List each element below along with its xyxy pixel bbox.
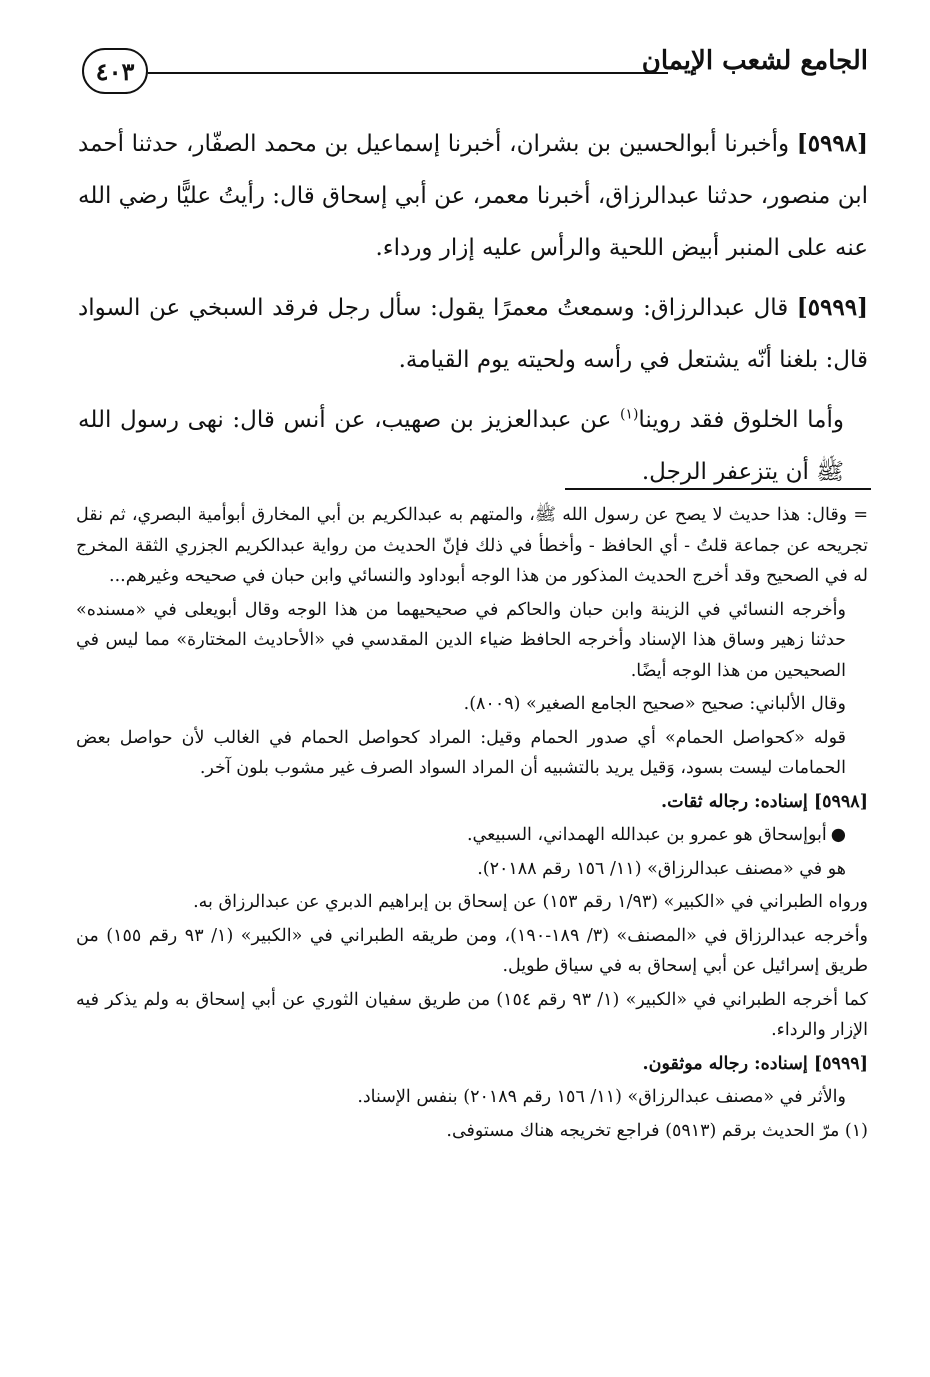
header-rule <box>148 72 668 74</box>
takhrij-line: هو في «مصنف عبدالرزاق» (١١/ ١٥٦ رقم ٢٠١٨٨). <box>477 858 846 879</box>
hadith-number: [٥٩٩٩] <box>796 294 868 321</box>
isnad-5999 <box>76 1049 868 1080</box>
khaluq-paragraph <box>78 394 868 498</box>
paragraph-text: وأما الخلوق فقد روينا <box>638 407 845 433</box>
footnote-line: = وقال: هذا حديث لا يصح عن رسول الله ﷺ، والمتهم به عبدالكريم بن أبي المخارق أبوأمية البصري، ثم نقل تجريحه عن جماعة قلتُ - أي الحافظ - وأخطأ في ذلك فإنّ الحديث من رواية عبدالكريم الجزري الثقة المخرج له في الصحيح وقد أخرج الحديث المذكور من هذا الوجه أبوداود والنسائي وابن حبان في صحيحه وغيرهم... <box>76 505 868 586</box>
bullet-icon: ● <box>830 825 846 845</box>
footnote-1: (١) مرّ الحديث برقم (٥٩١٣) فراجع تخريجه هناك مستوفى. <box>446 1120 868 1141</box>
isnad-text: إسناده: رجاله ثقات. <box>661 791 814 812</box>
footnote-separator <box>565 488 871 490</box>
hadith-5998 <box>78 118 868 274</box>
takhrij-text: أبوإسحاق هو عمرو بن عبدالله الهمداني، السبيعي. <box>466 825 827 845</box>
hadith-text: قال عبدالرزاق: وسمعتُ معمرًا يقول: سأل رجل فرقد السبخي عن السواد قال: بلغنا أنّه يشتعل في رأسه ولحيته يوم القيامة. <box>78 295 868 373</box>
hadith-number: [٥٩٩٨] <box>796 130 868 157</box>
footnote-marker: (١) <box>619 406 639 423</box>
takhrij-line: وأخرجه عبدالرزاق في «المصنف» (٣/ ١٨٩-١٩٠)، ومن طريقه الطبراني في «الكبير» (١/ ٩٣ رقم ١٥٥) من طريق إسرائيل عن أبي إسحاق به في سياق طويل. <box>76 925 869 976</box>
isnad-text: إسناده: رجاله موثقون. <box>642 1053 814 1074</box>
isnad-5998 <box>76 787 868 818</box>
footnote-line: قوله «كحواصل الحمام» أي صدور الحمام وقيل: المراد كحواصل الحمام في الغالب لأن حواصل بعض الحمامات ليست بسود، وَقيل يريد بالتشبيه أن المراد السواد الصرف غير مشوب بلون آخر. <box>76 727 846 778</box>
running-title: الجامع لشعب الإيمان <box>641 46 868 76</box>
takhrij-line: ورواه الطبراني في «الكبير» (١/٩٣ رقم ١٥٣) عن إسحاق بن إبراهيم الدبري عن عبدالرزاق به. <box>193 892 868 912</box>
takhrij-line: كما أخرجه الطبراني في «الكبير» (١/ ٩٣ رقم ١٥٤) من طريق سفيان الثوري عن أبي إسحاق به ولم يذكر فيه الإزار والرداء. <box>76 989 868 1040</box>
paragraph-text: عن عبدالعزيز بن صهيب، عن أنس قال: نهى رسول الله ﷺ أن يتزعفر الرجل. <box>78 407 844 485</box>
takhrij-line: والأثر في «مصنف عبدالرزاق» (١١/ ١٥٦ رقم ٢٠١٨٩) بنفس الإسناد. <box>357 1087 846 1107</box>
page-header <box>82 38 868 108</box>
hadith-text: وأخبرنا أبوالحسين بن بشران، أخبرنا إسماعيل بن محمد الصفّار، حدثنا أحمد ابن منصور، حدثنا عبدالرزاق، أخبرنا معمر، عن أبي إسحاق قال: رأيتُ عليًّا رضي الله عنه على المنبر أبيض اللحية والرأس عليه إزار ورداء. <box>78 131 868 261</box>
page-number: ٤٠٣ <box>82 48 148 94</box>
isnad-number: [٥٩٩٨] <box>813 791 868 812</box>
takhrij-line <box>76 820 868 851</box>
isnad-number: [٥٩٩٩] <box>813 1053 868 1074</box>
main-text <box>78 118 868 506</box>
footnote-line: وأخرجه النسائي في الزينة وابن حبان والحاكم في صحيحيهما من هذا الوجه وقال أبويعلى في «مسنده» حدثنا زهير وساق هذا الإسناد وأخرجه الحافظ ضياء الدين المقدسي في «الأحاديث المختارة» مما ليس في الصحيحين من هذا الوجه أيضًا. <box>76 599 846 681</box>
hadith-5999 <box>78 282 868 386</box>
footnote-line: وقال الألباني: صحيح «صحيح الجامع الصغير» (٨٠٠٩). <box>463 694 846 714</box>
footnotes <box>76 500 868 1149</box>
